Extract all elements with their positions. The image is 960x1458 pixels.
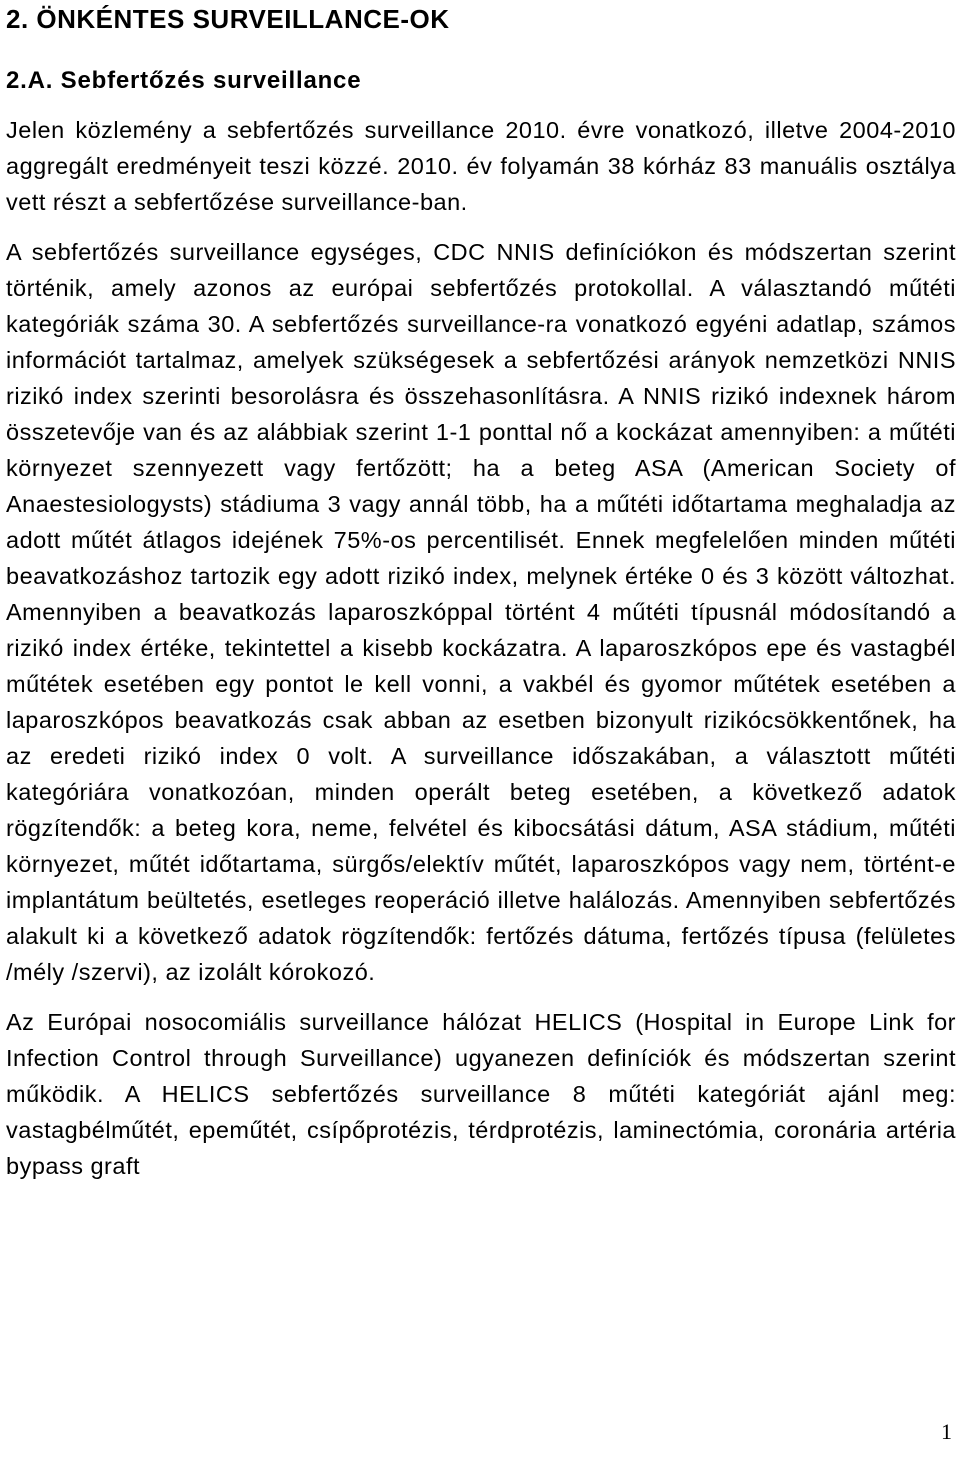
page-number: 1 — [941, 1419, 952, 1444]
helics-paragraph: Az Európai nosocomiális surveillance hálózat HELICS (Hospital in Europe Link for Infection Control through Surveillance) ugyanezen definíciók és módszertan szerint működik. A HELICS sebfertőzés surveillance 8 műtéti kategóriát ajánl meg: vastagbélműtét, epeműtét, csípőprotézis, térdprotézis, laminectómia, coronária artéria bypass graft — [6, 1009, 956, 1179]
document-page — [6, 0, 956, 1184]
intro-paragraph: Jelen közlemény a sebfertőzés surveillance 2010. évre vonatkozó, illetve 2004-2010 aggregált eredményeit teszi közzé. 2010. év folyamán 38 kórház 83 manuális osztálya vett részt a sebfertőzése surveillance-ban. — [6, 117, 956, 215]
subsection-title: 2.A. Sebfertőzés surveillance — [6, 67, 362, 94]
section-title: 2. ÖNKÉNTES SURVEILLANCE-OK — [6, 4, 450, 34]
methodology-paragraph: A sebfertőzés surveillance egységes, CDC NNIS definíciókon és módszertan szerint történik, amely azonos az európai sebfertőzés protokollal. A választandó műtéti kategóriák száma 30. A sebfertőzés surveillance-ra vonatkozó egyéni adatlap, számos információt tartalmaz, amelyek szükségesek a sebfertőzési arányok nemzetközi NNIS rizikó index szerinti besorolásra és összehasonlításra. A NNIS rizikó indexnek három összetevője van és az alábbiak szerint 1-1 ponttal nő a kockázat amennyiben: a műtéti környezet szennyezett vagy fertőzött; ha a beteg ASA (American Society of Anaestesiologysts) stádiuma 3 vagy annál több, ha a műtéti időtartama meghaladja az adott műtét átlagos idejének 75%-os percentilisét. Ennek megfelelően minden műtéti beavatkozáshoz tartozik egy adott rizikó index, melynek értéke 0 és 3 között változhat. Amennyiben a beavatkozás laparoszkóppal történt 4 műtéti típusnál módosítandó a rizikó index értéke, tekintettel a kisebb kockázatra. A laparoszkópos epe és vastagbél műtétek esetében egy pontot le kell vonni, a vakbél és gyomor műtétek esetében a laparoszkópos beavatkozás csak abban az esetben bizonyult rizikócsökkentőnek, ha az eredeti rizikó index 0 volt. A surveillance időszakában, a választott műtéti kategóriára vonatkozóan, minden operált beteg esetében, a következő adatok rögzítendők: a beteg kora, neme, felvétel és kibocsátási dátum, ASA stádium, műtéti környezet, műtét időtartama, sürgős/elektív műtét, laparoszkópos vagy nem, történt-e implantátum beültetés, esetleges reoperáció illetve halálozás. Amennyiben sebfertőzés alakult ki a következő adatok rögzítendők: fertőzés dátuma, fertőzés típusa (felületes /mély /szervi), az izolált kórokozó. — [6, 239, 956, 985]
